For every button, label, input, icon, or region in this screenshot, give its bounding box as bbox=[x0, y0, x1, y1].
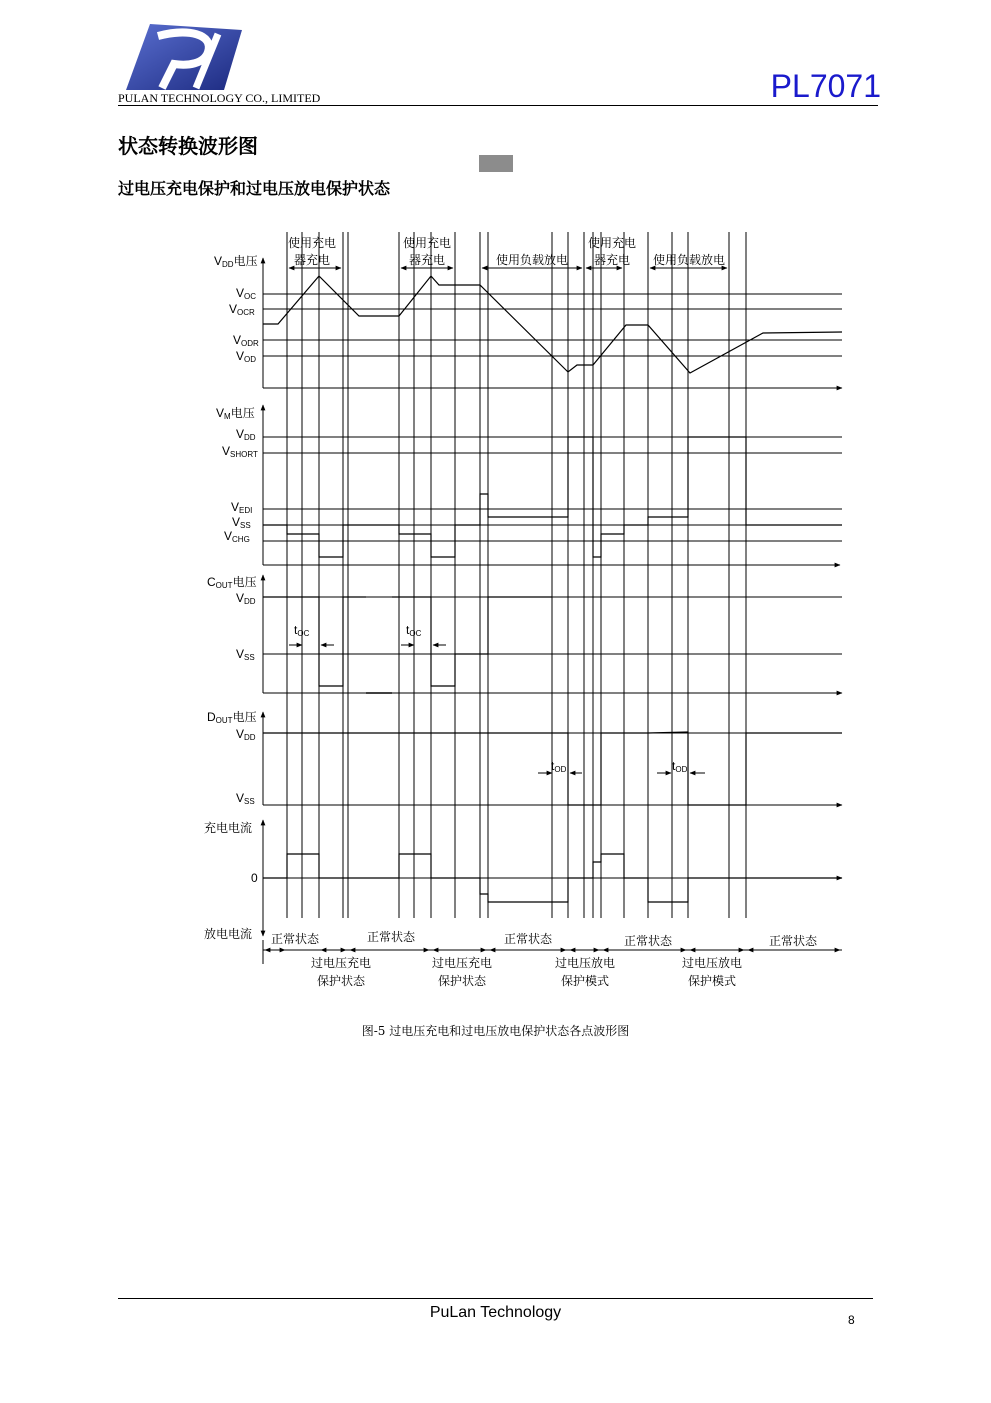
figure-caption: 图-5 过电压充电和过电压放电保护状态各点波形图 bbox=[361, 1024, 630, 1038]
state-ovd-1b: 保护模式 bbox=[560, 974, 610, 988]
level-vocr: VOCR bbox=[229, 302, 255, 317]
vdd-panel bbox=[214, 253, 842, 388]
subsection-title: 过电压充电保护和过电压放电保护状态 bbox=[118, 179, 391, 198]
pulan-logo bbox=[118, 22, 244, 92]
zero-label: 0 bbox=[251, 871, 258, 885]
footer-text: PuLan Technology bbox=[429, 1304, 562, 1321]
usage-label-3: 使用负载放电 bbox=[495, 253, 569, 267]
state-normal-2: 正常状态 bbox=[366, 930, 416, 944]
state-normal-1: 正常状态 bbox=[270, 932, 320, 946]
usage-label-2a: 使用充电 bbox=[402, 236, 452, 250]
state-ovd-2b: 保护模式 bbox=[687, 974, 737, 988]
footer-rule bbox=[118, 1298, 873, 1299]
dout-level-vdd: VDD bbox=[236, 727, 256, 742]
toc-label-2: tOC bbox=[406, 623, 422, 638]
header-rule bbox=[118, 105, 878, 106]
usage-label-1a: 使用充电 bbox=[287, 236, 337, 250]
usage-label-4a: 使用充电 bbox=[587, 236, 637, 250]
state-ovc-2a: 过电压充电 bbox=[431, 956, 493, 970]
state-normal-3: 正常状态 bbox=[503, 932, 553, 946]
level-voc: VOC bbox=[236, 286, 257, 301]
cout-level-vdd: VDD bbox=[236, 591, 256, 606]
tod-label-1: tOD bbox=[551, 759, 567, 774]
vm-panel bbox=[216, 405, 842, 565]
company-name: PULAN TECHNOLOGY CO., LIMITED bbox=[118, 91, 321, 105]
gray-marker bbox=[479, 155, 513, 172]
cout-axis-title: COUT电压 bbox=[207, 575, 257, 590]
dout-axis-title: DOUT电压 bbox=[207, 710, 257, 725]
usage-label-5: 使用负载放电 bbox=[652, 253, 726, 267]
page-number: 8 bbox=[848, 1313, 855, 1327]
usage-label-4b: 器充电 bbox=[593, 253, 631, 267]
waveform-diagram bbox=[0, 225, 991, 995]
usage-labels bbox=[288, 235, 727, 268]
usage-label-2b: 器充电 bbox=[408, 253, 446, 267]
usage-label-1b: 器充电 bbox=[293, 253, 331, 267]
state-ovd-1a: 过电压放电 bbox=[554, 956, 616, 970]
event-guide-lines bbox=[287, 232, 746, 918]
vm-level-vedi: VEDI bbox=[231, 500, 253, 515]
section-title: 状态转换波形图 bbox=[118, 134, 258, 158]
vm-level-vchg: VCHG bbox=[224, 529, 250, 544]
cout-waveform bbox=[263, 597, 366, 686]
vm-axis-title: VM电压 bbox=[216, 406, 255, 421]
vm-level-vshort: VSHORT bbox=[222, 444, 258, 459]
tod-label-2: tOD bbox=[672, 759, 688, 774]
dout-level-vss: VSS bbox=[236, 791, 255, 806]
state-normal-4: 正常状态 bbox=[623, 934, 673, 948]
charge-current-label: 充电电流 bbox=[204, 821, 253, 835]
state-ovc-1a: 过电压充电 bbox=[310, 956, 372, 970]
level-vod: VOD bbox=[236, 349, 257, 364]
vm-level-vdd: VDD bbox=[236, 427, 256, 442]
state-annotations bbox=[263, 929, 842, 988]
cout-level-vss: VSS bbox=[236, 647, 255, 662]
vdd-axis-title: VDD电压 bbox=[214, 254, 258, 269]
vm-level-vss: VSS bbox=[232, 515, 251, 530]
discharge-current-label: 放电电流 bbox=[204, 927, 253, 941]
toc-label-1: tOC bbox=[294, 623, 310, 638]
state-ovc-2b: 保护状态 bbox=[437, 974, 487, 988]
state-ovc-1b: 保护状态 bbox=[316, 974, 366, 988]
state-normal-5: 正常状态 bbox=[768, 934, 818, 948]
state-ovd-2a: 过电压放电 bbox=[681, 956, 743, 970]
level-vodr: VODR bbox=[233, 333, 259, 348]
part-number: PL7071 bbox=[770, 68, 881, 104]
